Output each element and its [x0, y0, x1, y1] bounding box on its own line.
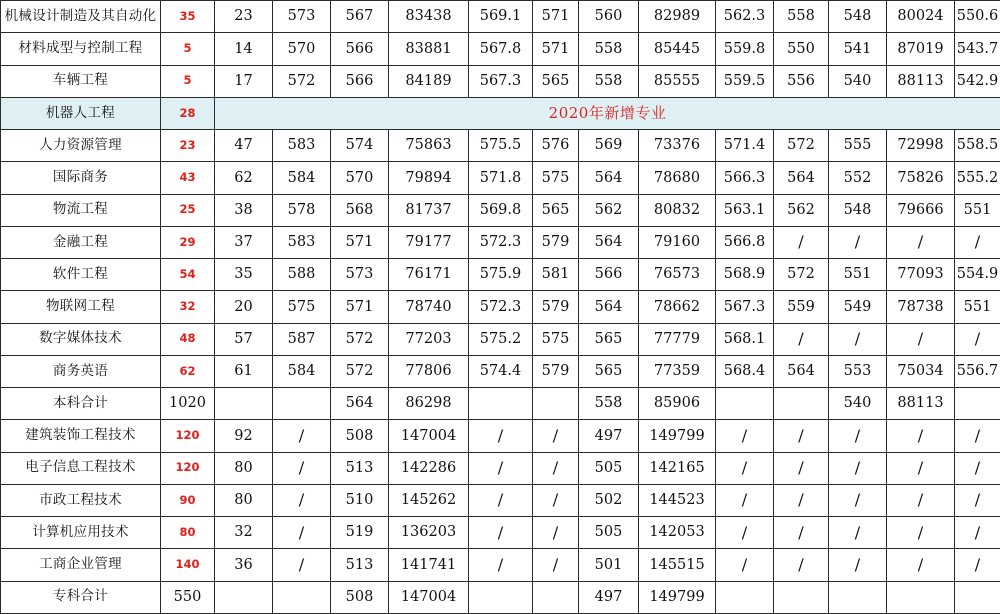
data-cell: 571 — [331, 291, 389, 323]
data-cell: / — [533, 420, 579, 452]
data-cell: 79177 — [389, 226, 469, 258]
data-cell — [955, 581, 1000, 613]
data-cell: 548 — [829, 1, 887, 33]
data-cell: / — [887, 484, 955, 516]
data-cell: 584 — [273, 162, 331, 194]
data-cell: 542.9 — [955, 65, 1000, 97]
table-row — [1, 517, 1000, 549]
data-cell: / — [887, 517, 955, 549]
data-cell: 519 — [331, 517, 389, 549]
table-row — [1, 291, 1000, 323]
data-cell: 80024 — [887, 1, 955, 33]
data-cell: 558 — [579, 388, 639, 420]
data-cell: 73376 — [639, 130, 716, 162]
data-cell: / — [774, 323, 829, 355]
data-cell: 588 — [273, 259, 331, 291]
data-cell — [774, 581, 829, 613]
data-cell: 88113 — [887, 388, 955, 420]
major-name-cell: 电子信息工程技术 — [1, 452, 161, 484]
data-cell: 510 — [331, 484, 389, 516]
data-cell: 136203 — [389, 517, 469, 549]
data-cell — [469, 388, 533, 420]
table-row — [1, 259, 1000, 291]
data-cell: 83881 — [389, 33, 469, 65]
data-cell: 570 — [331, 162, 389, 194]
data-cell: 23 — [215, 1, 273, 33]
data-cell: 75826 — [887, 162, 955, 194]
enrollment-plan-cell: 1020 — [161, 388, 215, 420]
data-cell: 551 — [829, 259, 887, 291]
data-cell: / — [887, 323, 955, 355]
major-name-cell: 材料成型与控制工程 — [1, 33, 161, 65]
data-cell — [469, 581, 533, 613]
major-name-cell: 物联网工程 — [1, 291, 161, 323]
table-body — [1, 1, 1000, 614]
data-cell: 571.4 — [716, 130, 774, 162]
enrollment-plan-cell: 43 — [161, 162, 215, 194]
data-cell: 573 — [273, 1, 331, 33]
data-cell: / — [955, 452, 1000, 484]
data-cell: / — [273, 484, 331, 516]
data-cell: 77359 — [639, 355, 716, 387]
data-cell: 571 — [533, 33, 579, 65]
major-name-cell: 车辆工程 — [1, 65, 161, 97]
data-cell: 564 — [579, 291, 639, 323]
data-cell: 571 — [331, 226, 389, 258]
data-cell: 579 — [533, 226, 579, 258]
table-row — [1, 97, 1000, 129]
data-cell: 575.2 — [469, 323, 533, 355]
data-cell: 558 — [579, 65, 639, 97]
data-cell: 572 — [774, 259, 829, 291]
enrollment-plan-cell: 120 — [161, 452, 215, 484]
data-cell — [215, 388, 273, 420]
data-cell: 57 — [215, 323, 273, 355]
data-cell: 72998 — [887, 130, 955, 162]
data-cell: 558.5 — [955, 130, 1000, 162]
data-cell: 567 — [331, 1, 389, 33]
data-cell: 145262 — [389, 484, 469, 516]
enrollment-plan-cell: 54 — [161, 259, 215, 291]
data-cell: / — [716, 420, 774, 452]
data-cell: 556 — [774, 65, 829, 97]
data-cell: 569.1 — [469, 1, 533, 33]
data-cell: 567.3 — [716, 291, 774, 323]
data-cell: 502 — [579, 484, 639, 516]
data-cell: 566.8 — [716, 226, 774, 258]
table-row — [1, 1, 1000, 33]
enrollment-plan-cell: 120 — [161, 420, 215, 452]
data-cell: 79894 — [389, 162, 469, 194]
data-cell: 558 — [774, 1, 829, 33]
data-cell — [533, 388, 579, 420]
data-cell: / — [774, 226, 829, 258]
data-cell: 553 — [829, 355, 887, 387]
data-cell: 566 — [331, 33, 389, 65]
data-cell: 78740 — [389, 291, 469, 323]
data-cell: 566.3 — [716, 162, 774, 194]
data-cell: 584 — [273, 355, 331, 387]
major-name-cell: 国际商务 — [1, 162, 161, 194]
data-cell: 79666 — [887, 194, 955, 226]
data-cell: 505 — [579, 452, 639, 484]
enrollment-plan-cell: 29 — [161, 226, 215, 258]
data-cell: 583 — [273, 226, 331, 258]
enrollment-plan-cell: 90 — [161, 484, 215, 516]
data-cell: 75034 — [887, 355, 955, 387]
data-cell — [829, 581, 887, 613]
table-row — [1, 355, 1000, 387]
data-cell: 569 — [579, 130, 639, 162]
data-cell: 497 — [579, 581, 639, 613]
data-cell: / — [887, 226, 955, 258]
data-cell: / — [955, 517, 1000, 549]
table-row — [1, 452, 1000, 484]
data-cell: 142165 — [639, 452, 716, 484]
data-cell: 149799 — [639, 581, 716, 613]
data-cell: 572.3 — [469, 226, 533, 258]
data-cell: 83438 — [389, 1, 469, 33]
data-cell: / — [887, 420, 955, 452]
data-cell: 79160 — [639, 226, 716, 258]
data-cell: 147004 — [389, 581, 469, 613]
data-cell: 144523 — [639, 484, 716, 516]
data-cell: / — [955, 226, 1000, 258]
data-cell: 568 — [331, 194, 389, 226]
data-cell: 572.3 — [469, 291, 533, 323]
data-cell: 87019 — [887, 33, 955, 65]
data-cell: 82989 — [639, 1, 716, 33]
data-cell: 540 — [829, 65, 887, 97]
data-cell: 574.4 — [469, 355, 533, 387]
data-cell: 562 — [579, 194, 639, 226]
data-cell: 84189 — [389, 65, 469, 97]
data-cell: 559.8 — [716, 33, 774, 65]
enrollment-plan-cell: 35 — [161, 1, 215, 33]
major-name-cell: 市政工程技术 — [1, 484, 161, 516]
data-cell: 77093 — [887, 259, 955, 291]
data-cell: 554.9 — [955, 259, 1000, 291]
data-cell: / — [955, 549, 1000, 581]
data-cell: 550 — [774, 33, 829, 65]
data-cell: 75863 — [389, 130, 469, 162]
table-row — [1, 130, 1000, 162]
data-cell: / — [716, 517, 774, 549]
data-cell: 559.5 — [716, 65, 774, 97]
data-cell: 141741 — [389, 549, 469, 581]
data-cell: 572 — [331, 355, 389, 387]
data-cell: / — [955, 323, 1000, 355]
table-row — [1, 549, 1000, 581]
data-cell: 61 — [215, 355, 273, 387]
data-cell: 564 — [331, 388, 389, 420]
data-cell: 508 — [331, 420, 389, 452]
data-cell: 572 — [331, 323, 389, 355]
data-cell: 555.2 — [955, 162, 1000, 194]
data-cell: / — [469, 549, 533, 581]
table-row — [1, 162, 1000, 194]
data-cell: 145515 — [639, 549, 716, 581]
table-row — [1, 323, 1000, 355]
data-cell: 38 — [215, 194, 273, 226]
data-cell: 20 — [215, 291, 273, 323]
table-row — [1, 226, 1000, 258]
data-cell — [716, 388, 774, 420]
data-cell: / — [774, 549, 829, 581]
data-cell: 142286 — [389, 452, 469, 484]
data-cell: 62 — [215, 162, 273, 194]
table-row — [1, 33, 1000, 65]
data-cell: 32 — [215, 517, 273, 549]
data-cell: 579 — [533, 291, 579, 323]
data-cell: 76573 — [639, 259, 716, 291]
data-cell: 564 — [774, 162, 829, 194]
major-name-cell: 机械设计制造及其自动化 — [1, 1, 161, 33]
data-cell: 81737 — [389, 194, 469, 226]
data-cell: 575 — [273, 291, 331, 323]
data-cell: 80 — [215, 484, 273, 516]
data-cell: / — [955, 420, 1000, 452]
data-cell: 552 — [829, 162, 887, 194]
data-cell: 555 — [829, 130, 887, 162]
major-name-cell: 商务英语 — [1, 355, 161, 387]
data-cell: 575.9 — [469, 259, 533, 291]
data-cell — [887, 581, 955, 613]
data-cell: 513 — [331, 549, 389, 581]
data-cell: / — [829, 226, 887, 258]
data-cell: 587 — [273, 323, 331, 355]
data-cell: / — [774, 517, 829, 549]
table-row — [1, 581, 1000, 613]
data-cell: 578 — [273, 194, 331, 226]
new-major-note: 2020年新增专业 — [215, 97, 1000, 129]
data-cell: 571 — [533, 1, 579, 33]
enrollment-plan-cell: 80 — [161, 517, 215, 549]
data-cell: 571.8 — [469, 162, 533, 194]
data-cell: 77779 — [639, 323, 716, 355]
data-cell: / — [469, 452, 533, 484]
data-cell: / — [829, 549, 887, 581]
data-cell: / — [716, 484, 774, 516]
data-cell: 78738 — [887, 291, 955, 323]
data-cell: 77203 — [389, 323, 469, 355]
data-cell: 564 — [579, 226, 639, 258]
data-cell: / — [829, 517, 887, 549]
data-cell: 147004 — [389, 420, 469, 452]
data-cell: 567.3 — [469, 65, 533, 97]
data-cell: 501 — [579, 549, 639, 581]
table-row — [1, 484, 1000, 516]
data-cell: 564 — [579, 162, 639, 194]
data-cell: 86298 — [389, 388, 469, 420]
data-cell: 36 — [215, 549, 273, 581]
data-cell: 37 — [215, 226, 273, 258]
major-name-cell: 软件工程 — [1, 259, 161, 291]
data-cell: 85906 — [639, 388, 716, 420]
data-cell: / — [469, 484, 533, 516]
data-cell — [716, 581, 774, 613]
data-cell: 543.7 — [955, 33, 1000, 65]
data-cell: / — [533, 452, 579, 484]
enrollment-plan-cell: 5 — [161, 33, 215, 65]
major-name-cell: 工商企业管理 — [1, 549, 161, 581]
data-cell: 88113 — [887, 65, 955, 97]
enrollment-plan-cell: 28 — [161, 97, 215, 129]
major-name-cell: 机器人工程 — [1, 97, 161, 129]
data-cell: 80832 — [639, 194, 716, 226]
data-cell: / — [955, 484, 1000, 516]
enrollment-plan-cell: 48 — [161, 323, 215, 355]
data-cell: 149799 — [639, 420, 716, 452]
data-cell: 575 — [533, 162, 579, 194]
data-cell: 80 — [215, 452, 273, 484]
data-cell: 563.1 — [716, 194, 774, 226]
data-cell: / — [273, 452, 331, 484]
data-cell: / — [469, 420, 533, 452]
data-cell: 576 — [533, 130, 579, 162]
data-cell: 567.8 — [469, 33, 533, 65]
data-cell — [273, 388, 331, 420]
data-cell: 562.3 — [716, 1, 774, 33]
table-row — [1, 65, 1000, 97]
data-cell: 579 — [533, 355, 579, 387]
data-cell: 142053 — [639, 517, 716, 549]
data-cell: 565 — [579, 355, 639, 387]
enrollment-plan-cell: 25 — [161, 194, 215, 226]
data-cell: 565 — [533, 65, 579, 97]
data-cell: 570 — [273, 33, 331, 65]
data-cell: / — [273, 549, 331, 581]
data-cell: 78662 — [639, 291, 716, 323]
data-cell: / — [273, 420, 331, 452]
major-name-cell: 金融工程 — [1, 226, 161, 258]
major-name-cell: 数字媒体技术 — [1, 323, 161, 355]
enrollment-plan-cell: 5 — [161, 65, 215, 97]
data-cell: 573 — [331, 259, 389, 291]
data-cell: 541 — [829, 33, 887, 65]
data-cell: / — [533, 517, 579, 549]
data-cell: 559 — [774, 291, 829, 323]
data-cell — [273, 581, 331, 613]
data-cell: / — [829, 452, 887, 484]
data-cell: 35 — [215, 259, 273, 291]
data-cell: 568.4 — [716, 355, 774, 387]
data-cell: 569.8 — [469, 194, 533, 226]
data-cell: 513 — [331, 452, 389, 484]
data-cell: 76171 — [389, 259, 469, 291]
data-cell: / — [774, 484, 829, 516]
data-cell: 572 — [774, 130, 829, 162]
data-cell: 556.7 — [955, 355, 1000, 387]
enrollment-plan-cell: 23 — [161, 130, 215, 162]
data-cell — [955, 388, 1000, 420]
data-cell: 85555 — [639, 65, 716, 97]
table-row — [1, 420, 1000, 452]
data-cell: 565 — [533, 194, 579, 226]
data-cell: / — [774, 452, 829, 484]
data-cell: 568.9 — [716, 259, 774, 291]
data-cell: / — [273, 517, 331, 549]
data-cell: / — [829, 420, 887, 452]
data-cell: 549 — [829, 291, 887, 323]
enrollment-plan-cell: 140 — [161, 549, 215, 581]
data-cell: 566 — [579, 259, 639, 291]
data-cell: 583 — [273, 130, 331, 162]
data-cell: 564 — [774, 355, 829, 387]
major-name-cell: 专科合计 — [1, 581, 161, 613]
major-name-cell: 人力资源管理 — [1, 130, 161, 162]
data-cell: / — [533, 484, 579, 516]
data-cell: 47 — [215, 130, 273, 162]
data-cell: 540 — [829, 388, 887, 420]
data-cell: / — [887, 452, 955, 484]
data-cell: 575 — [533, 323, 579, 355]
table-row — [1, 194, 1000, 226]
data-cell: / — [887, 549, 955, 581]
data-cell: 581 — [533, 259, 579, 291]
data-cell: 566 — [331, 65, 389, 97]
data-cell: 17 — [215, 65, 273, 97]
data-cell: 505 — [579, 517, 639, 549]
data-cell: 14 — [215, 33, 273, 65]
data-cell: 550.6 — [955, 1, 1000, 33]
data-cell: 497 — [579, 420, 639, 452]
major-name-cell: 本科合计 — [1, 388, 161, 420]
data-cell: 575.5 — [469, 130, 533, 162]
data-cell: 565 — [579, 323, 639, 355]
data-cell: / — [533, 549, 579, 581]
data-cell: / — [774, 420, 829, 452]
enrollment-plan-cell: 550 — [161, 581, 215, 613]
major-name-cell: 物流工程 — [1, 194, 161, 226]
data-cell: 551 — [955, 291, 1000, 323]
data-cell: 562 — [774, 194, 829, 226]
data-cell: 548 — [829, 194, 887, 226]
enrollment-plan-cell: 62 — [161, 355, 215, 387]
table-row — [1, 388, 1000, 420]
data-cell: 560 — [579, 1, 639, 33]
data-cell: / — [716, 452, 774, 484]
data-cell: 92 — [215, 420, 273, 452]
data-cell: / — [716, 549, 774, 581]
data-cell: 574 — [331, 130, 389, 162]
data-cell — [533, 581, 579, 613]
data-cell: / — [829, 484, 887, 516]
data-cell: 572 — [273, 65, 331, 97]
data-cell: 508 — [331, 581, 389, 613]
data-cell: / — [829, 323, 887, 355]
data-cell: 85445 — [639, 33, 716, 65]
major-name-cell: 计算机应用技术 — [1, 517, 161, 549]
data-cell: / — [469, 517, 533, 549]
data-cell: 77806 — [389, 355, 469, 387]
data-cell: 568.1 — [716, 323, 774, 355]
data-cell: 551 — [955, 194, 1000, 226]
data-cell — [215, 581, 273, 613]
data-cell: 558 — [579, 33, 639, 65]
major-name-cell: 建筑装饰工程技术 — [1, 420, 161, 452]
data-cell — [774, 388, 829, 420]
enrollment-plan-cell: 32 — [161, 291, 215, 323]
data-cell: 78680 — [639, 162, 716, 194]
